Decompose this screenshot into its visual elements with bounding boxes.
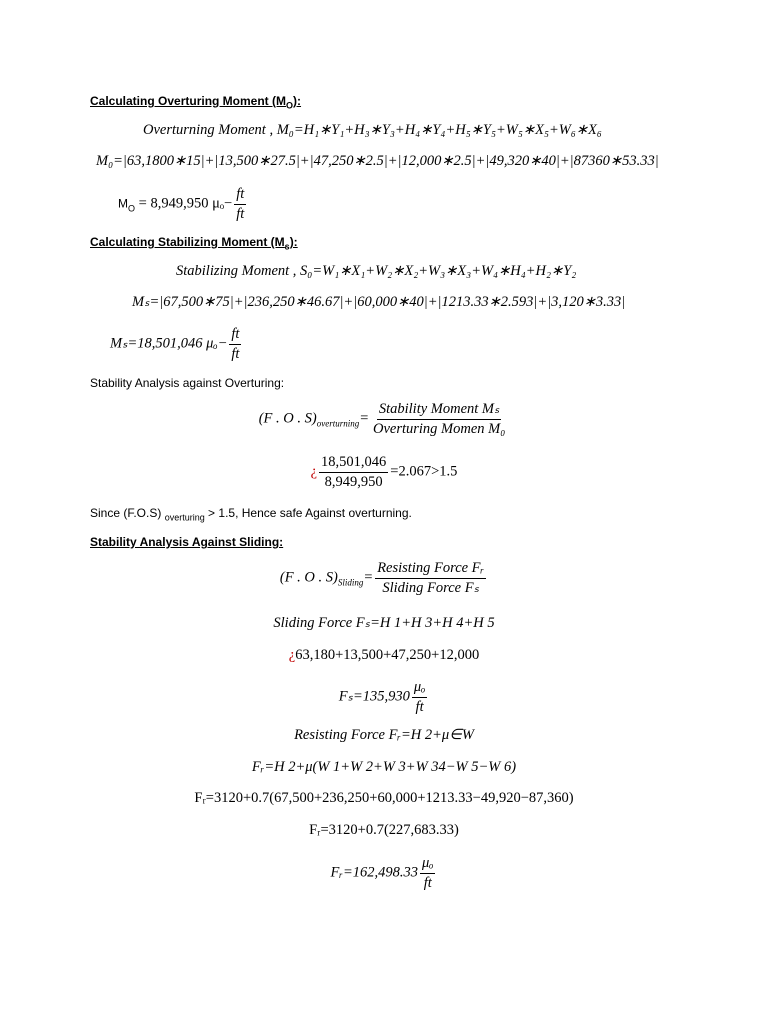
sliding-analysis-heading: Stability Analysis Against Sliding: [90, 535, 284, 549]
overturning-analysis-heading: Stability Analysis against Overturing: [90, 376, 285, 390]
fs-fraction [412, 679, 427, 715]
fraction-denominator: ft [236, 205, 245, 222]
result-value: Mₛ=18,501,046 μₒ− [110, 335, 228, 352]
fos-subscript: Sliding [337, 577, 364, 588]
fos-equals: = [363, 569, 374, 586]
fos-lhs: (F . O . S) [258, 410, 317, 427]
resisting-force-simplified: Fᵣ=3120+0.7(227,683.33) [309, 822, 459, 838]
result-fraction [229, 326, 241, 362]
heading-text: Calculating Stabilizing Moment (M [90, 235, 285, 249]
result-label-sub: O [128, 203, 136, 214]
fraction-denominator: ft [231, 345, 240, 362]
heading-subscript: s [284, 241, 290, 252]
overturning-moment-formula: Overturning Moment , M₀=H₁∗Y₁+H₃∗Y₃+H₄∗Y₄+H₅∗Y₅+W₅∗X₅+W₆∗X₆ [143, 122, 602, 138]
calc-mark: ¿ [310, 463, 318, 480]
fos-overturning-calculation [0, 454, 768, 490]
heading-end: ): [289, 235, 298, 249]
overturning-moment-heading [90, 94, 301, 110]
resisting-force-result [0, 855, 768, 891]
fraction-numerator: Stability Moment Mₛ [377, 401, 502, 420]
resisting-force-definition: Resisting Force Fᵣ=H 2+μ∈W [294, 727, 474, 743]
sliding-force-result [0, 679, 768, 715]
result-value: = 8,949,950 μₒ− [135, 195, 233, 212]
fraction-numerator: ft [234, 186, 246, 205]
conclusion-end: > 1.5, Hence safe Against overturning. [204, 506, 412, 520]
fraction-denominator: ft [415, 698, 424, 715]
fs-value: Fₛ=135,930 [338, 688, 410, 705]
fos-lhs: (F . O . S) [279, 569, 338, 586]
conclusion-subscript: overturing [164, 512, 205, 523]
stabilizing-moment-heading [90, 235, 298, 251]
fraction-denominator: Sliding Force Fₛ [382, 579, 479, 596]
stabilizing-moment-formula: Stabilizing Moment , S₀=W₁∗X₁+W₂∗X₂+W₃∗X₃+W₄∗H₄+H₂∗Y₂ [176, 263, 577, 279]
stabilizing-moment-result [110, 326, 243, 362]
overturning-conclusion [90, 506, 412, 522]
sum-value: 63,180+13,500+47,250+12,000 [295, 647, 480, 663]
fraction-numerator: 18,501,046 [319, 454, 388, 473]
resisting-force-substitution: Fᵣ=3120+0.7(67,500+236,250+60,000+1213.33−49,920−87,360) [194, 790, 574, 806]
sum-mark: ¿ [288, 647, 296, 663]
overturning-moment-result [118, 186, 248, 222]
calc-fraction [319, 454, 388, 490]
heading-end: ): [293, 94, 302, 108]
fraction-numerator: Resisting Force Fᵣ [375, 560, 486, 579]
fr-value: Fᵣ=162,498.33 [330, 864, 419, 881]
fraction-denominator: 8,949,950 [324, 473, 383, 490]
fos-fraction [375, 560, 486, 596]
overturning-moment-substitution: M₀=|63,1800∗15|+|13,500∗27.5|+|47,250∗2.5|+|12,000∗2.5|+|49,320∗40|+|87360∗53.33| [96, 153, 659, 169]
result-label: M [118, 196, 128, 211]
sliding-force-sum [0, 647, 768, 664]
fos-sliding-formula [0, 560, 768, 596]
heading-subscript: O [286, 100, 294, 111]
fraction-denominator: ft [423, 874, 432, 891]
fraction-denominator: Overturing Momen M₀ [373, 420, 506, 437]
fraction-numerator: μₒ [412, 679, 427, 698]
fr-fraction [420, 855, 435, 891]
fraction-numerator: μₒ [420, 855, 435, 874]
fos-subscript: overturning [316, 418, 360, 429]
fos-overturning-formula [0, 401, 768, 437]
result-fraction [234, 186, 246, 222]
conclusion-start: Since (F.O.S) [90, 506, 165, 520]
fos-equals: = [359, 410, 369, 427]
fos-fraction [371, 401, 507, 437]
resisting-force-expansion: Fᵣ=H 2+μ(W 1+W 2+W 3+W 34−W 5−W 6) [251, 759, 517, 775]
fraction-numerator: ft [229, 326, 241, 345]
sliding-force-formula: Sliding Force Fₛ=H 1+H 3+H 4+H 5 [273, 615, 495, 631]
heading-text: Calculating Overturing Moment (M [90, 94, 287, 108]
calc-result: =2.067>1.5 [390, 463, 458, 480]
stabilizing-moment-substitution: Mₛ=|67,500∗75|+|236,250∗46.67|+|60,000∗40|+|1213.33∗2.593|+|3,120∗3.33| [132, 294, 626, 310]
